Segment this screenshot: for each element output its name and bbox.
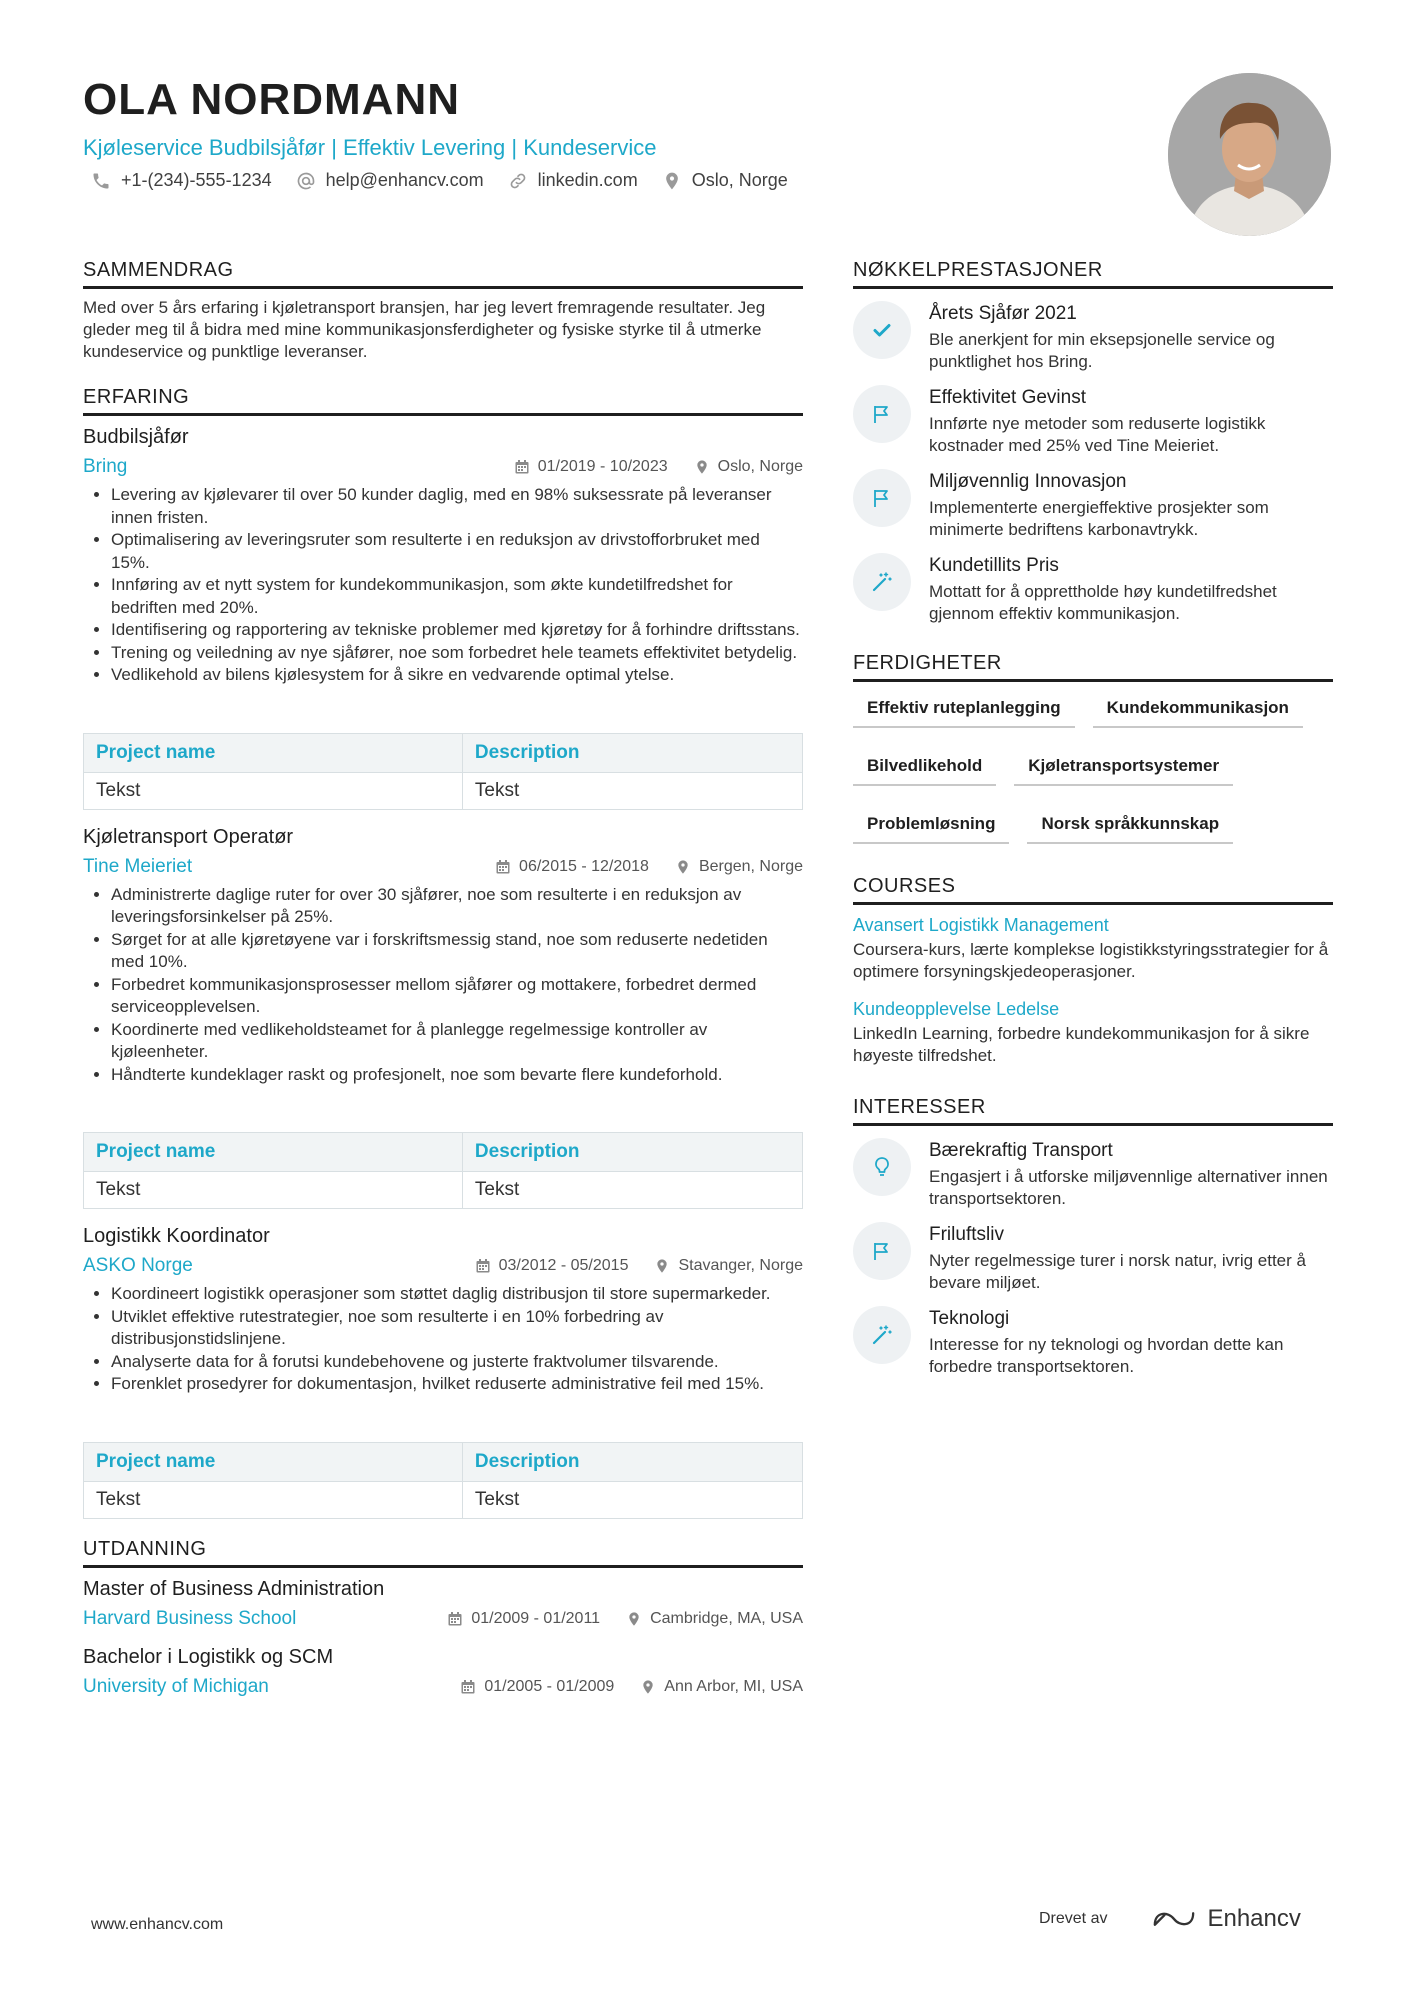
school-name: University of Michigan (83, 1675, 269, 1697)
table-cell: Tekst (462, 1481, 802, 1518)
bullet: • Identifisering og rapportering av tekniske problemer med kjøretøy for å forhindre driftsstans. (111, 619, 803, 642)
job-meta-right (514, 458, 803, 476)
table-cell: Tekst (84, 1481, 463, 1518)
achievements-title: NØKKELPRESTASJONER (853, 258, 1333, 289)
achievement-body (929, 385, 1333, 457)
table-header: Description (462, 1442, 802, 1481)
bullet: • Utviklet effektive rutestrategier, noe som resulterte i en 10% forbedring av distribusjonstidslinjene. (111, 1306, 803, 1351)
location-pin-icon (675, 859, 691, 875)
table-cell: Tekst (462, 1172, 802, 1209)
calendar-icon (514, 459, 530, 475)
magic-wand-icon (870, 570, 894, 594)
company-name: Tine Meieriet (83, 855, 193, 877)
skill-tag: Norsk språkkunnskap (1027, 806, 1233, 844)
achievement-icon-wrap (853, 301, 911, 359)
job-dates (495, 858, 649, 876)
job-location-text: Stavanger, Norge (678, 1257, 803, 1274)
bullet: • Sørget for at alle kjøretøyene var i forskriftsmessig stand, noe som reduserte nedetiden med 10%. (111, 929, 803, 974)
check-icon (870, 318, 894, 342)
right-column (853, 258, 1333, 1400)
courses-section (853, 874, 1333, 1067)
interest-title: Bærekraftig Transport (929, 1140, 1113, 1161)
bullet: • Koordinerte med vedlikeholdsteamet for å planlegge regelmessige kontroller av kjøleenheter. (111, 1019, 803, 1064)
table-cell: Tekst (462, 772, 802, 809)
education-entry (83, 1576, 803, 1630)
job-dates (514, 458, 668, 476)
calendar-icon (460, 1679, 476, 1695)
project-table (83, 733, 803, 810)
contact-email[interactable] (296, 170, 484, 191)
summary-title: SAMMENDRAG (83, 258, 803, 289)
education-entry (83, 1644, 803, 1698)
calendar-icon (447, 1611, 463, 1627)
course-title: Kundeopplevelse Ledelse (853, 999, 1060, 1019)
education-meta-right (460, 1678, 803, 1696)
location-text: Oslo, Norge (691, 170, 788, 190)
summary-section (83, 258, 803, 363)
education-dates (447, 1610, 600, 1628)
skill-tag: Problemløsning (853, 806, 1009, 844)
courses-title: COURSES (853, 874, 1333, 905)
job-bullets (83, 484, 803, 687)
job-location-text: Oslo, Norge (717, 458, 803, 475)
project-table (83, 1132, 803, 1209)
calendar-icon (475, 1258, 491, 1274)
email-text[interactable]: help@enhancv.com (325, 170, 484, 190)
education-section (83, 1537, 803, 1698)
bullet: • Trening og veiledning av nye sjåfører, noe som forbedret hele teamets effektivitet betydelig. (111, 642, 803, 665)
achievements-section (853, 258, 1333, 625)
flag-icon (870, 486, 894, 510)
bullet: • Forbedret kommunikasjonsprosesser mellom sjåfører og mottakere, forbedret dermed serviceopplevelsen. (111, 974, 803, 1019)
avatar-silhouette (1168, 73, 1331, 236)
table-header-row (84, 733, 803, 772)
school-name: Harvard Business School (83, 1607, 297, 1629)
job-bullets (83, 1283, 803, 1396)
location-pin-icon (694, 459, 710, 475)
job-entry (83, 1223, 803, 1519)
table-header: Project name (84, 1442, 463, 1481)
experience-section (83, 385, 803, 1519)
contact-linkedin[interactable] (508, 170, 638, 191)
skill-tag: Kundekommunikasjon (1093, 690, 1303, 728)
interest-body (929, 1138, 1333, 1210)
bullet: • Analyserte data for å forutsi kundebehovene og justerte fraktvolumer tilsvarende. (111, 1351, 803, 1374)
course-item (853, 913, 1333, 983)
achievement-desc: Innførte nye metoder som reduserte logistikk kostnader med 25% ved Tine Meieriet. (929, 414, 1266, 455)
experience-title: ERFARING (83, 385, 803, 416)
job-meta-right (495, 858, 803, 876)
job-bullets (83, 884, 803, 1087)
education-title: UTDANNING (83, 1537, 803, 1568)
bullet: • Koordineert logistikk operasjoner som støttet daglig distribusjon til store supermarkeder. (111, 1283, 803, 1306)
achievement-item (853, 553, 1333, 625)
job-dates (475, 1257, 629, 1275)
footer-branding (1039, 1905, 1301, 1933)
interests-section (853, 1095, 1333, 1378)
achievement-icon-wrap (853, 553, 911, 611)
location-pin-icon (626, 1611, 642, 1627)
skill-tag: Effektiv ruteplanlegging (853, 690, 1075, 728)
job-entry (83, 424, 803, 810)
location-pin-icon (662, 171, 682, 191)
job-meta (83, 856, 803, 878)
table-header: Description (462, 733, 802, 772)
skills-title: FERDIGHETER (853, 651, 1333, 682)
achievement-item (853, 385, 1333, 457)
job-dates-text: 01/2019 - 10/2023 (537, 458, 668, 475)
linkedin-text[interactable]: linkedin.com (537, 170, 638, 190)
candidate-name: OLA NORDMANN (83, 75, 460, 124)
at-icon (296, 171, 316, 191)
education-dates-text: 01/2005 - 01/2009 (484, 1677, 615, 1695)
job-location (675, 858, 803, 876)
achievement-icon-wrap (853, 469, 911, 527)
contact-bar (83, 170, 1143, 191)
education-meta (83, 1676, 803, 1698)
lightbulb-icon (870, 1155, 894, 1179)
education-dates (460, 1678, 614, 1696)
achievement-body (929, 301, 1333, 373)
interest-desc: Nyter regelmessige turer i norsk natur, ivrig etter å bevare miljøet. (929, 1251, 1306, 1292)
table-cell: Tekst (84, 1172, 463, 1209)
education-meta (83, 1608, 803, 1630)
interest-desc: Engasjert i å utforske miljøvennlige alternativer innen transportsektoren. (929, 1167, 1328, 1208)
interest-desc: Interesse for ny teknologi og hvordan dette kan forbedre transportsektoren. (929, 1335, 1284, 1376)
interest-body (929, 1306, 1333, 1378)
bullet: • Innføring av et nytt system for kundekommunikasjon, som økte kundetilfredshet for bedriften med 20%. (111, 574, 803, 619)
achievement-desc: Implementerte energieffektive prosjekter som minimerte bedriftens karbonavtrykk. (929, 498, 1269, 539)
job-meta (83, 1255, 803, 1277)
skill-tag: Kjøletransportsystemer (1014, 748, 1233, 786)
interest-title: Teknologi (929, 1308, 1010, 1329)
brand-name: Enhancv (1207, 1905, 1301, 1932)
job-dates-text: 06/2015 - 12/2018 (519, 857, 649, 875)
contact-phone (91, 170, 272, 191)
job-dates-text: 03/2012 - 05/2015 (498, 1257, 629, 1274)
job-location (694, 458, 803, 476)
company-name: Bring (83, 456, 128, 477)
achievement-desc: Ble anerkjent for min eksepsjonelle service og punktlighet hos Bring. (929, 330, 1275, 371)
brand-logo[interactable] (1151, 1905, 1300, 1933)
interest-item (853, 1138, 1333, 1210)
degree: Bachelor i Logistikk og SCM (83, 1645, 334, 1668)
table-header: Description (462, 1133, 802, 1172)
magic-wand-icon (870, 1323, 894, 1347)
course-title: Avansert Logistikk Management (853, 915, 1109, 935)
bullet: • Forenklet prosedyrer for dokumentasjon, hvilket reduserte administrative feil med 15%. (111, 1373, 803, 1396)
job-location-text: Bergen, Norge (698, 857, 803, 875)
calendar-icon (495, 859, 511, 875)
interest-icon-wrap (853, 1222, 911, 1280)
interest-title: Friluftsliv (929, 1224, 1004, 1245)
education-dates-text: 01/2009 - 01/2011 (471, 1609, 601, 1627)
bullet: • Håndterte kundeklager raskt og profesjonelt, noe som bevarte flere kundeforhold. (111, 1064, 803, 1087)
course-item (853, 997, 1333, 1067)
education-location (626, 1610, 803, 1628)
interest-item (853, 1222, 1333, 1294)
phone-text: +1-(234)-555-1234 (121, 170, 272, 190)
table-header-row (84, 1133, 803, 1172)
achievement-body (929, 469, 1333, 541)
education-meta-right (447, 1610, 803, 1628)
flag-icon (870, 402, 894, 426)
education-location-text: Ann Arbor, MI, USA (664, 1677, 803, 1695)
table-header: Project name (84, 1133, 463, 1172)
achievement-title: Miljøvennlig Innovasjon (929, 471, 1127, 492)
achievement-title: Årets Sjåfør 2021 (929, 303, 1077, 324)
table-row (84, 772, 803, 809)
footer-url[interactable]: www.enhancv.com (91, 1916, 224, 1933)
job-title: Budbilsjåfør (83, 426, 189, 448)
achievement-title: Kundetillits Pris (929, 555, 1059, 576)
skills-list (853, 690, 1333, 864)
headline: Kjøleservice Budbilsjåfør | Effektiv Levering | Kundeservice (83, 135, 657, 160)
course-desc: Coursera-kurs, lærte komplekse logistikkstyringsstrategier for å optimere forsyningskjedeoperasjoner. (853, 940, 1329, 981)
job-entry (83, 824, 803, 1210)
interests-title: INTERESSER (853, 1095, 1333, 1126)
achievement-title: Effektivitet Gevinst (929, 387, 1086, 408)
skill-tag: Bilvedlikehold (853, 748, 996, 786)
resume-header (83, 76, 1143, 191)
table-header-row (84, 1442, 803, 1481)
course-desc: LinkedIn Learning, forbedre kundekommunikasjon for å sikre høyeste tilfredshet. (853, 1024, 1310, 1065)
summary-text: Med over 5 års erfaring i kjøletransport bransjen, har jeg levert fremragende resultater. Jeg gleder meg til å bidra med mine kommunikasjonsferdigheter og fysiske styrke til å utmerke kundeservice og punktlige leveranser. (83, 298, 766, 361)
bullet: • Optimalisering av leveringsruter som resulterte i en reduksjon av drivstofforbruket med 15%. (111, 529, 803, 574)
table-row (84, 1481, 803, 1518)
contact-location (662, 170, 788, 191)
interest-icon-wrap (853, 1138, 911, 1196)
job-title: Kjøletransport Operatør (83, 825, 294, 848)
company-name: ASKO Norge (83, 1255, 193, 1276)
degree: Master of Business Administration (83, 1577, 385, 1600)
phone-icon (91, 171, 111, 191)
table-cell: Tekst (84, 772, 463, 809)
achievement-item (853, 469, 1333, 541)
interest-item (853, 1306, 1333, 1378)
achievement-body (929, 553, 1333, 625)
education-location (640, 1678, 803, 1696)
project-table (83, 1442, 803, 1519)
table-header: Project name (84, 733, 463, 772)
job-meta (83, 456, 803, 478)
education-location-text: Cambridge, MA, USA (650, 1609, 803, 1627)
interest-icon-wrap (853, 1306, 911, 1364)
profile-photo (1168, 73, 1331, 236)
link-icon (508, 171, 528, 191)
job-meta-right (475, 1257, 803, 1275)
table-row (84, 1172, 803, 1209)
bullet: • Vedlikehold av bilens kjølesystem for å sikre en vedvarende optimal ytelse. (111, 664, 803, 687)
enhancv-logo-icon (1151, 1907, 1197, 1931)
bullet: • Administrerte daglige ruter for over 30 sjåfører, noe som resulterte i en reduksjon av leveringsforsinkelser på 25%. (111, 884, 803, 929)
left-column (83, 258, 803, 1720)
powered-by-text: Drevet av (1039, 1910, 1108, 1927)
skills-section (853, 651, 1333, 864)
job-location (654, 1257, 803, 1275)
achievement-icon-wrap (853, 385, 911, 443)
location-pin-icon (654, 1258, 670, 1274)
achievement-item (853, 301, 1333, 373)
interest-body (929, 1222, 1333, 1294)
location-pin-icon (640, 1679, 656, 1695)
achievement-desc: Mottatt for å opprettholde høy kundetilfredshet gjennom effektiv kommunikasjon. (929, 582, 1277, 623)
bullet: • Levering av kjølevarer til over 50 kunder daglig, med en 98% suksessrate på leveranser innen fristen. (111, 484, 803, 529)
job-title: Logistikk Koordinator (83, 1225, 270, 1247)
flag-icon (870, 1239, 894, 1263)
